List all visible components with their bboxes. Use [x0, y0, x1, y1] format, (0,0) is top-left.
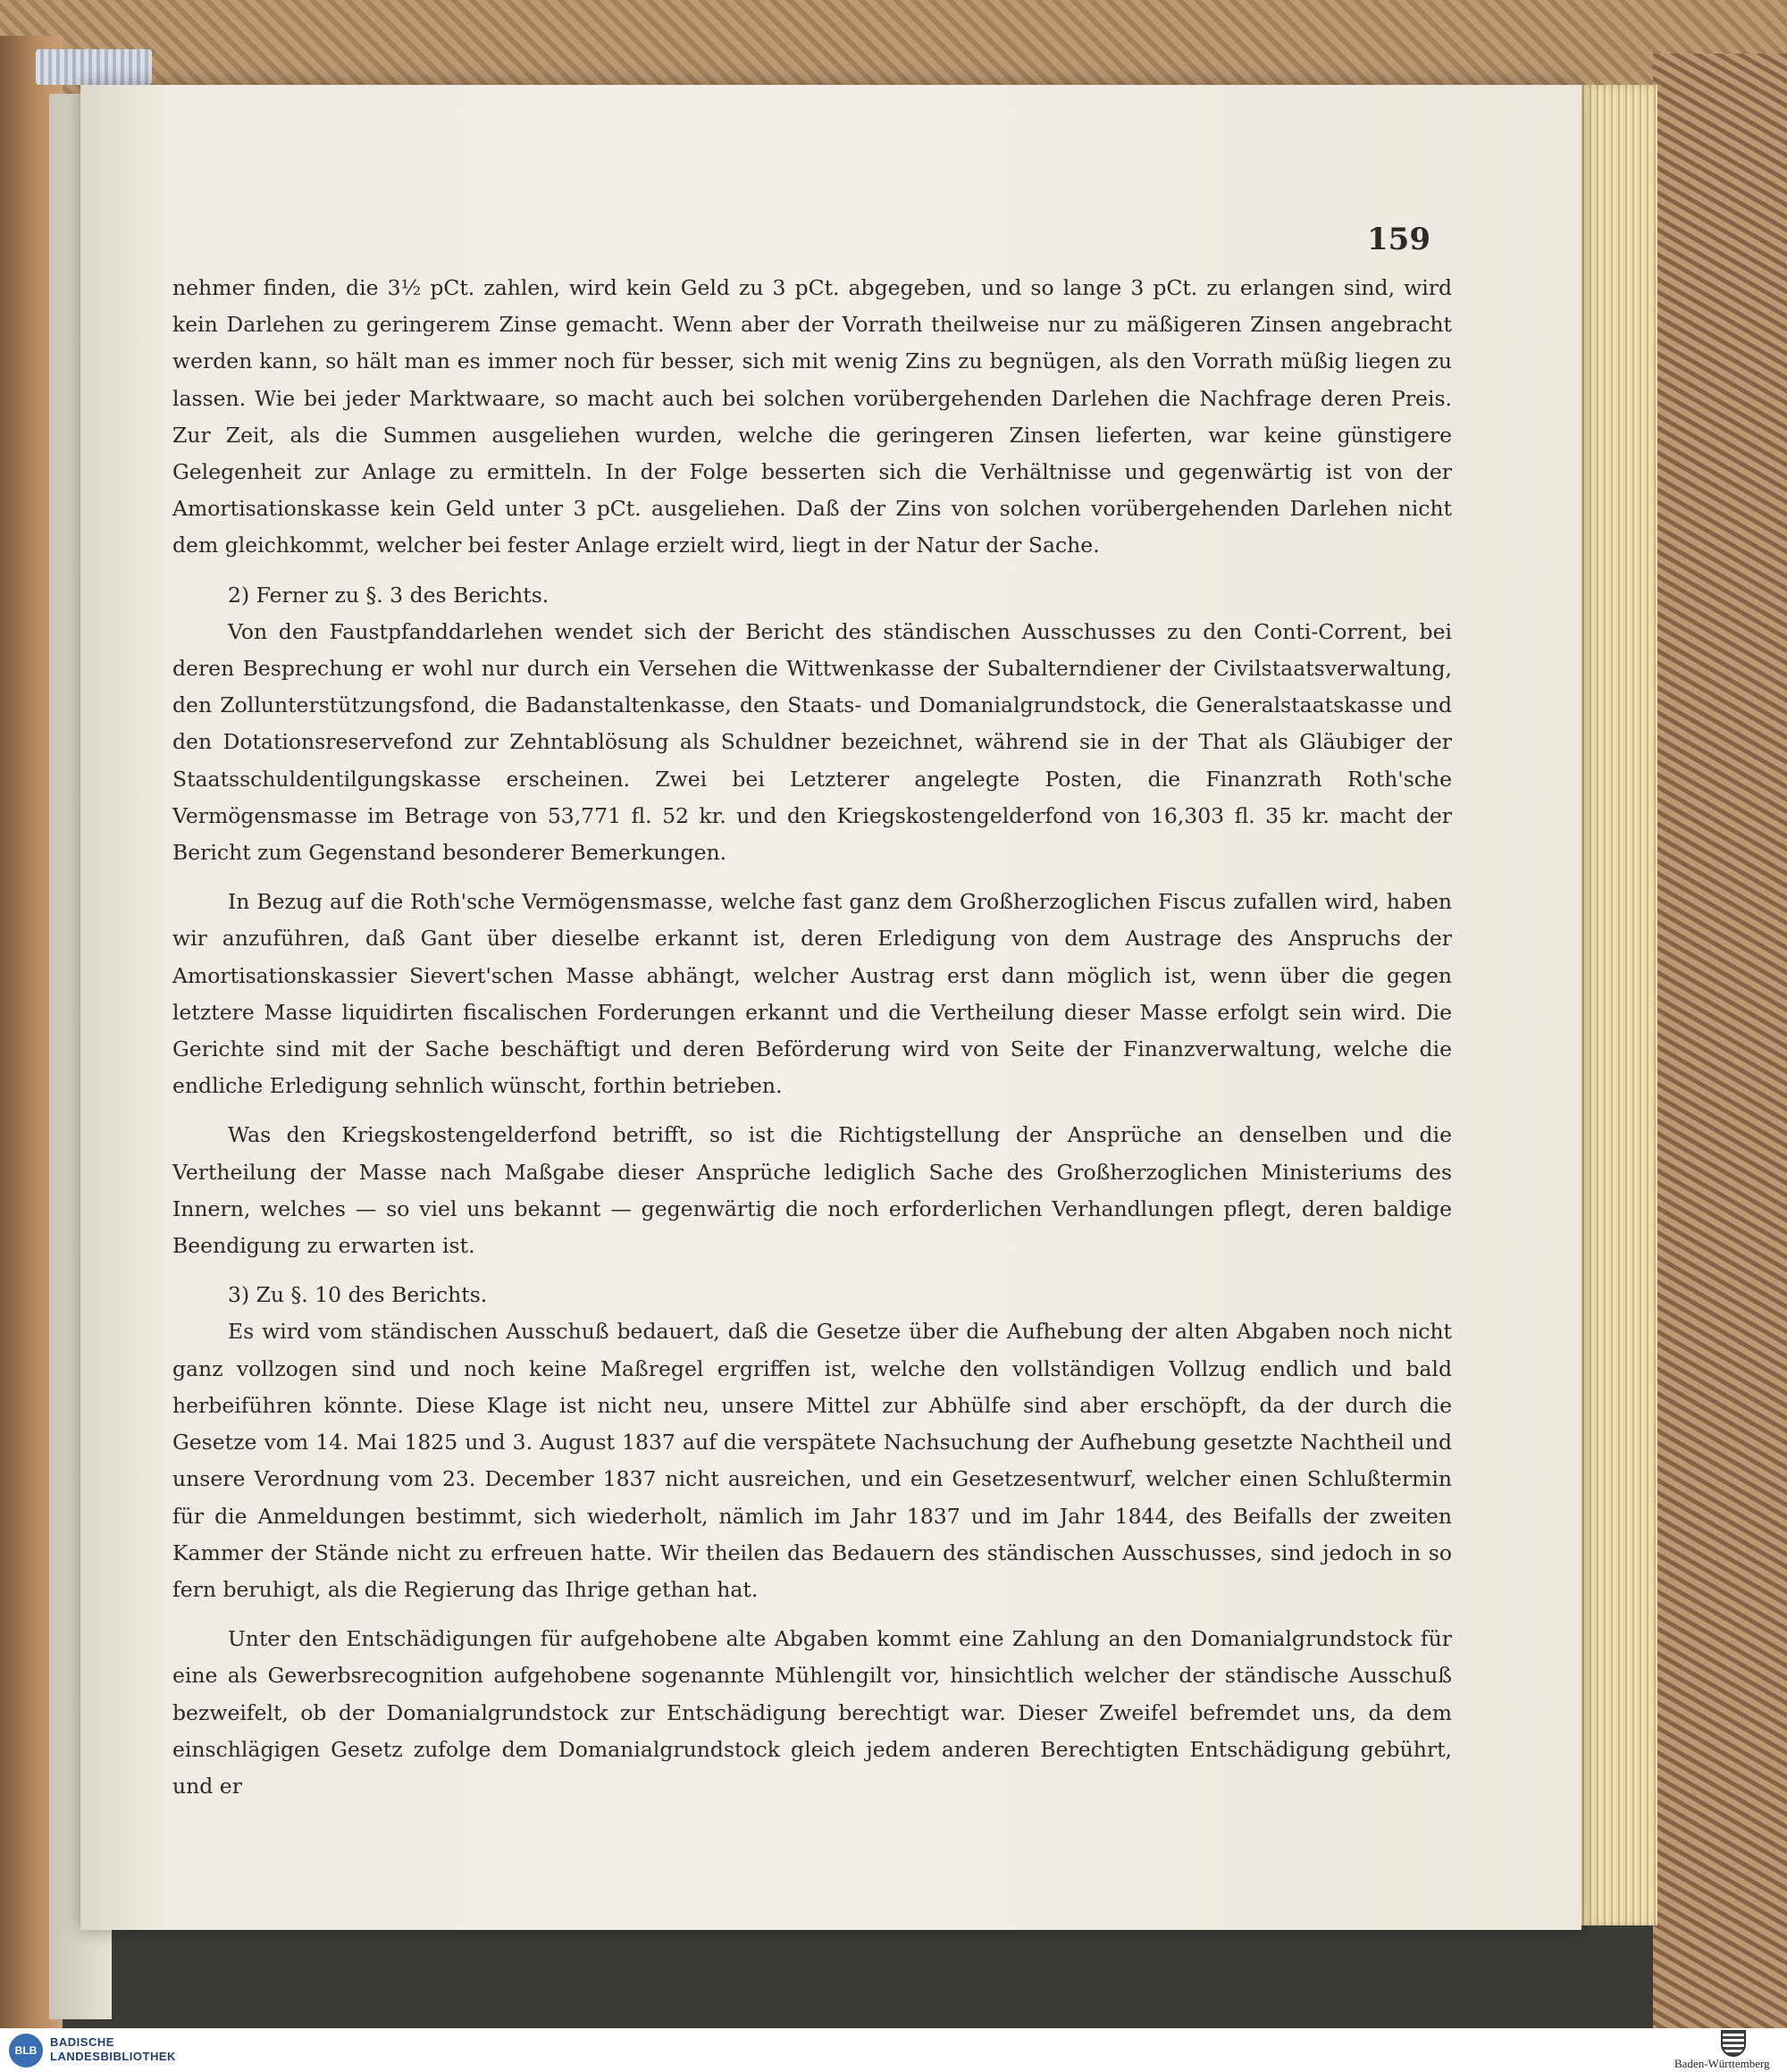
library-name-line2: LANDESBIBLIOTHEK [50, 2050, 176, 2063]
paragraph-continuation: nehmer finden, die 3½ pCt. zahlen, wird kein Geld zu 3 pCt. abgegeben, und so lange 3 pCt. zu erlangen sind, wird kein Darlehen zu geringerem Zinse gemacht. Wenn aber der Vorrath theilweise nur zu mäßigeren Zinsen angebracht werden kann, so hält man es immer noch für besser, sich mit wenig Zins zu begnügen, als den Vorrath müßig liegen zu lassen. Wie bei jeder Marktwaare, so macht auch bei solchen vorübergehenden Darlehen die Nachfrage deren Preis. Zur Zeit, als die Summen ausgeliehen wurden, welche die geringeren Zinsen lieferten, war keine günstigere Gelegenheit zur Anlage zu ermitteln. In der Folge besserten sich die Verhältnisse und gegenwärtig ist von der Amortisationskasse kein Geld unter 3 pCt. ausgeliehen. Daß der Zins von solchen vorübergehenden Darlehen nicht dem gleichkommt, welcher bei fester Anlage erzielt wird, liegt in der Natur der Sache. [172, 275, 1452, 558]
book-ribbon-tab [36, 49, 152, 85]
section-heading: 2) Ferner zu §. 3 des Berichts. [228, 582, 550, 608]
footer-bar [0, 2028, 1787, 2072]
coat-of-arms-icon [1721, 2030, 1746, 2057]
page-body [172, 270, 1452, 1805]
paragraph: Es wird vom ständischen Ausschuß bedauert, daß die Gesetze über die Aufhebung der alten Abgaben noch nicht ganz vollzogen sind und noch keine Maßregel ergriffen ist, welche den vollständigen Vollzug endlich und bald herbeiführen könnte. Diese Klage ist nicht neu, unsere Mittel zur Abhülfe sind aber erschöpft, da der durch die Gesetze vom 14. Mai 1825 und 3. August 1837 auf die verspätete Nachsuchung der Aufhebung gesetzte Nachtheil und unsere Verordnung vom 23. December 1837 nicht ausreichen, und ein Gesetzesentwurf, welcher einen Schlußtermin für die Anmeldungen bestimmt, sich wiederholt, nämlich im Jahr 1837 und im Jahr 1844, des Beifalls der zweiten Kammer der Stände nicht zu erfreuen hatte. Wir theilen das Bedauern des ständischen Ausschusses, sind jedoch in so fern beruhigt, als die Regierung das Ihrige gethan hat. [172, 1319, 1452, 1602]
library-name [50, 2035, 176, 2064]
section-heading: 3) Zu §. 10 des Berichts. [228, 1282, 488, 1308]
book-cover-top [0, 0, 1787, 98]
page-edges [1573, 85, 1657, 1925]
paragraph: Was den Kriegskostengelderfond betrifft, so ist die Richtigstellung der Ansprüche an denselben und die Vertheilung der Masse nach Maßgabe dieser Ansprüche lediglich Sache des Großherzoglichen Ministeriums des Innern, welches — so viel uns bekannt — gegenwärtig die noch erforderlichen Verhandlungen pflegt, deren baldige Beendigung zu erwarten ist. [172, 1122, 1452, 1259]
paragraph: Von den Faustpfanddarlehen wendet sich der Bericht des ständischen Ausschusses zu den Conti-Corrent, bei deren Besprechung er wohl nur durch ein Versehen die Wittwenkasse der Subalterndiener der Civilstaatsverwaltung, den Zollunterstützungsfond, die Badanstaltenkasse, den Staats- und Domanialgrundstock, die Generalstaatskasse und den Dotationsreservefond zur Zehntablösung als Schuldner bezeichnet, während sie in der That als Gläubiger der Staatsschuldentilgungskasse erscheinen. Zwei bei Letzterer angelegte Posten, die Finanzrath Roth'sche Vermögensmasse im Betrage von 53,771 fl. 52 kr. und den Kriegskostengelderfond von 16,303 fl. 35 kr. macht der Bericht zum Gegenstand besonderer Bemerkungen. [172, 618, 1452, 866]
state-name: Baden-Württemberg [1674, 2057, 1770, 2070]
library-name-line1: BADISCHE [50, 2035, 114, 2049]
library-logo[interactable]: BLB [9, 2034, 43, 2068]
paragraph: In Bezug auf die Roth'sche Vermögensmasse, welche fast ganz dem Großherzoglichen Fiscus zufallen wird, haben wir anzuführen, daß Gant über dieselbe erkannt ist, deren Erledigung von dem Austrage des Anspruchs der Amortisationskassier Sievert'schen Masse abhängt, welcher Austrag erst dann möglich ist, wenn über die gegen letztere Masse liquidirten fiscalischen Forderungen erkannt und die Vertheilung dieser Masse erfolgt sein wird. Die Gerichte sind mit der Sache beschäftigt und deren Beförderung wird von Seite der Finanzverwaltung, welche die endliche Erledigung sehnlich wünscht, forthin betrieben. [172, 889, 1452, 1099]
book-cover-right [1653, 54, 1787, 2037]
page-number: 159 [1367, 222, 1430, 257]
paragraph: Unter den Entschädigungen für aufgehobene alte Abgaben kommt eine Zahlung an den Domanialgrundstock für eine als Gewerbsrecognition aufgehobene sogenannte Mühlengilt vor, hinsichtlich welcher der ständische Ausschuß bezweifelt, ob der Domanialgrundstock zur Entschädigung berechtigt war. Dieser Zweifel befremdet uns, da dem einschlägigen Gesetz zufolge dem Domanialgrundstock gleich jedem anderen Berechtigten Entschädigung gebührt, und er [172, 1626, 1452, 1799]
